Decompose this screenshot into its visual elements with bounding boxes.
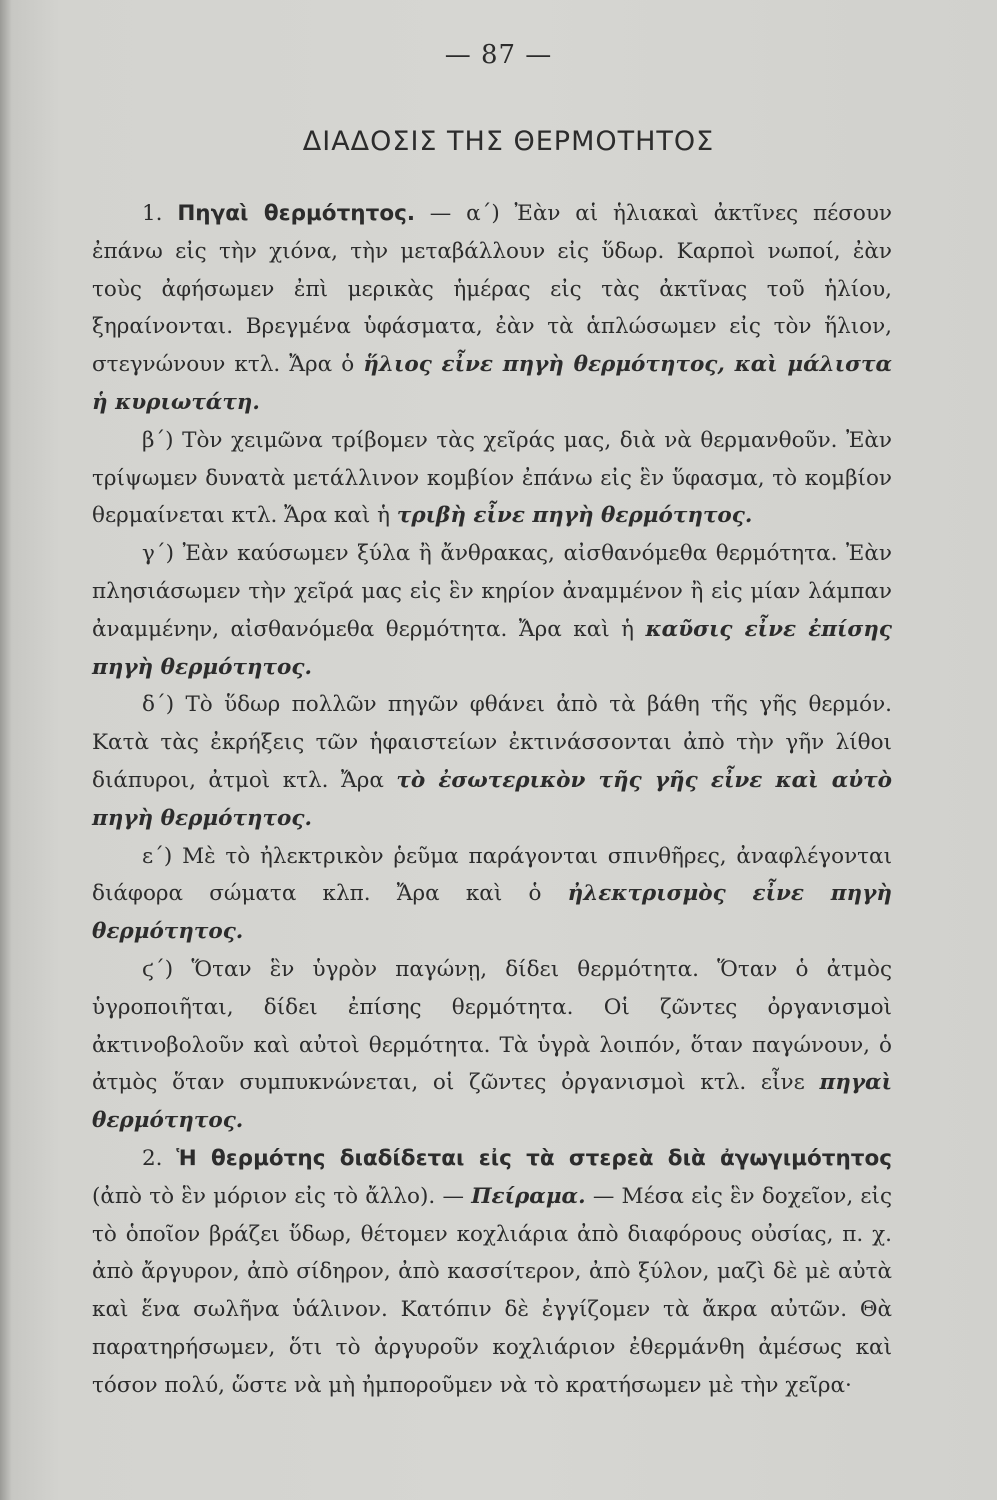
emphasized-conclusion: τὸ ἐσωτερικὸν τῆς γῆς εἶνε καὶ αὐτὸ πηγὴ θερμότητος. [92, 767, 892, 831]
emphasized-conclusion: ἥλιος εἶνε πηγὴ θερμότητος, καὶ μάλιστα ἡ κυριωτάτη. [92, 352, 893, 415]
paragraph-heading: Ἡ θερμότης διαδίδεται εἰς τὰ στερεὰ διὰ ἀγωγιμότητος [176, 1145, 892, 1171]
paragraph-electricity [92, 838, 892, 951]
paragraph-text: ε΄) Μὲ τὸ ἠλεκτρικὸν ῥεῦμα παράγονται σπινθῆρες, ἀναφλέγονται διάφορα σώματα κλπ. Ἄρα καὶ ὁ [92, 843, 892, 907]
paragraph-text: — Μέσα εἰς ἓν δοχεῖον, εἰς τὸ ὁποῖον βράζει ὕδωρ, θέτομεν κοχλιάρια ἀπὸ διαφόρους οὐσίας, π. χ. ἀπὸ ἄργυρον, ἀπὸ σίδηρον, ἀπὸ κασσίτερον, ἀπὸ ξύλον, μαζὶ δὲ μὲ αὐτὰ καὶ ἕνα σωλῆνα ὑάλινον. Κατόπιν δὲ ἐγγίζομεν τὰ ἄκρα αὐτῶν. Θὰ παρατηρήσωμεν, ὅτι τὸ ἀργυροῦν κοχλιάριον ἐθερμάνθη ἀμέσως καὶ τόσον πολύ, ὥστε νὰ μὴ ἠμποροῦμεν νὰ τὸ κρατήσωμεν μὲ τὴν χεῖρα· [92, 1183, 892, 1398]
paragraph-text: δ΄) Τὸ ὕδωρ πολλῶν πηγῶν φθάνει ἀπὸ τὰ βάθη τῆς γῆς θερμόν. Κατὰ τὰς ἐκρήξεις τῶν ἡφαιστείων ἐκτινάσσονται ἀπὸ τὴν γῆν λίθοι διάπυροι, ἀτμοὶ κτλ. Ἄρα [92, 692, 892, 793]
paragraph-friction [92, 422, 892, 535]
paragraph-phase-change [92, 951, 892, 1140]
paragraph-number: 2. [142, 1145, 163, 1171]
paragraph-number: 1. [142, 201, 163, 226]
paragraph-heat-sources-sun [92, 195, 892, 422]
emphasized-conclusion: πηγαὶ θερμότητος. [92, 1070, 892, 1134]
section-title: ΔΙΑΔΟΣΙΣ ΤΗΣ ΘΕΡΜΟΤΗΤΟΣ [302, 126, 715, 157]
paragraph-combustion [92, 535, 892, 686]
experiment-label: Πείραμα. [471, 1183, 586, 1209]
paragraph-conduction [92, 1140, 892, 1405]
emphasized-conclusion: ἠλεκτρισμὸς εἶνε πηγὴ θερμότητος. [92, 881, 892, 945]
paragraph-text: ϛ΄) Ὅταν ἓν ὑγρὸν παγώνῃ, δίδει θερμότητα. Ὅταν ὁ ἀτμὸς ὑγροποιῆται, δίδει ἐπίσης θερμότητα. Οἱ ζῶντες ὀργανισμοὶ ἀκτινοβολοῦν καὶ αὐτοὶ θερμότητα. Τὰ ὑγρὰ λοιπόν, ὅταν παγώνουν, ὁ ἀτμὸς ὅταν συμπυκνώνεται, οἱ ζῶντες ὀργανισμοὶ κτλ. εἶνε [92, 956, 892, 1096]
paragraph-earth-interior [92, 686, 892, 837]
paragraph-text: γ΄) Ἐὰν καύσωμεν ξύλα ἢ ἄνθρακας, αἰσθανόμεθα θερμότητα. Ἐὰν πλησιάσωμεν τὴν χεῖρά μας εἰς ἓν κηρίον ἀναμμένον ἢ εἰς μίαν λάμπαν ἀναμμένην, αἰσθανόμεθα θερμότητα. Ἄρα καὶ ἡ [92, 541, 892, 642]
page-number: — 87 — [444, 40, 553, 70]
paragraph-text: β΄) Τὸν χειμῶνα τρίβομεν τὰς χεῖράς μας, διὰ νὰ θερμανθοῦν. Ἐὰν τρίψωμεν δυνατὰ μετάλλινον κομβίον ἐπάνω εἰς ἓν ὕφασμα, τὸ κομβίον θερμαίνεται κτλ. Ἄρα καὶ ἡ [92, 427, 892, 529]
emphasized-conclusion: τριβὴ εἶνε πηγὴ θερμότητος. [396, 503, 753, 529]
emphasized-conclusion: καῦσις εἶνε ἐπίσης πηγὴ θερμότητος. [92, 616, 892, 680]
paragraph-text: (ἀπὸ τὸ ἓν μόριον εἰς τὸ ἄλλο). — [92, 1183, 472, 1209]
page-edge-shadow [0, 0, 12, 1500]
body-text [92, 195, 892, 1405]
paragraph-text: — α΄) Ἐὰν αἱ ἡλιακαὶ ἀκτῖνες πέσουν ἐπάνω εἰς τὴν χιόνα, τὴν μεταβάλλουν εἰς ὕδωρ. Καρποὶ νωποί, ἐὰν τοὺς ἀφήσωμεν ἐπὶ μερικὰς ἡμέρας εἰς τὰς ἀκτῖνας τοῦ ἡλίου, ξηραίνονται. Βρεγμένα ὑφάσματα, ἐὰν τὰ ἁπλώσωμεν εἰς τὸν ἥλιον, στεγνώνουν κτλ. Ἄρα ὁ [92, 201, 892, 378]
paragraph-heading: Πηγαὶ θερμότητος. [177, 201, 415, 226]
